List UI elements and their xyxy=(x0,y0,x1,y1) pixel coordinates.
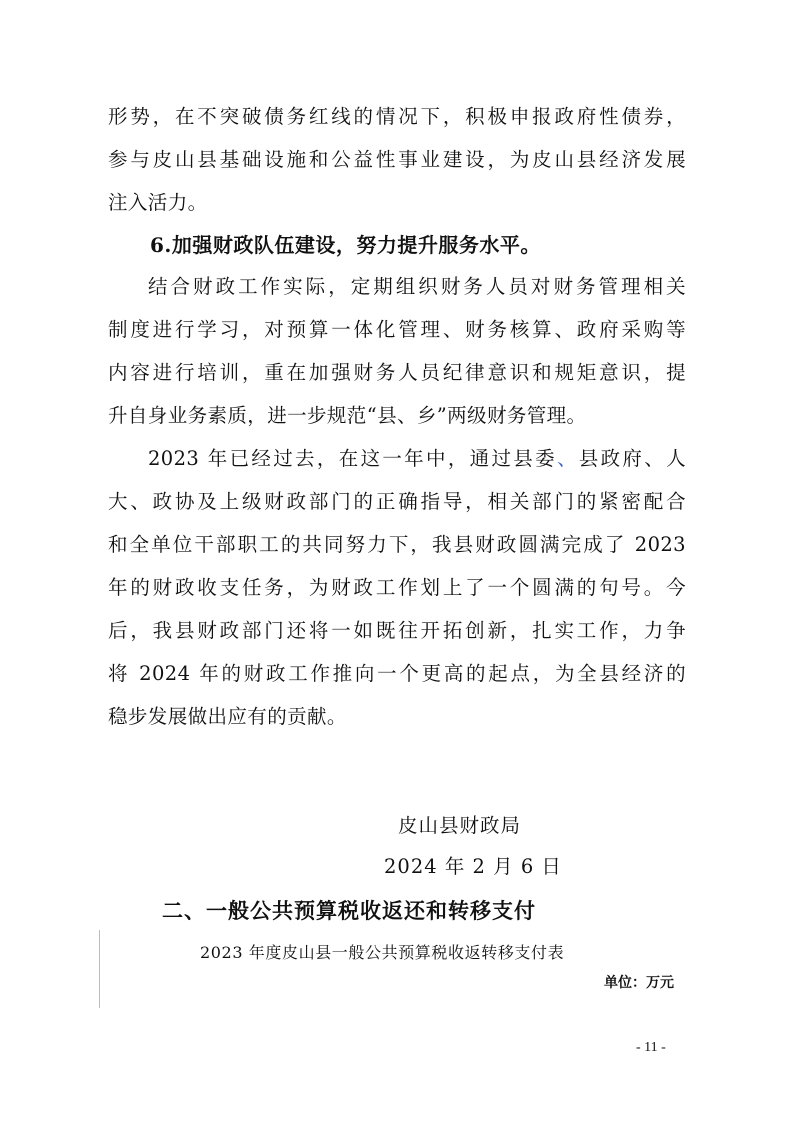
paragraph-line: 形势，在不突破债务红线的情况下，积极申报政府性债券， xyxy=(108,105,686,128)
paragraph-line: 注入活力。 xyxy=(108,191,208,214)
paragraph-line: 升自身业务素质，进一步规范“县、乡”两级财务管理。 xyxy=(108,404,587,427)
section-heading: 二、一般公共预算税收返还和转移支付 xyxy=(162,898,536,923)
text-segment: 2023 年已经过去，在这一年中，通过县委 xyxy=(148,447,557,470)
paragraph-line: 后，我县财政部门还将一如既往开拓创新，扎实工作，力争 xyxy=(108,619,686,642)
paragraph-line: 和全单位干部职工的共同努力下，我县财政圆满完成了 2023 xyxy=(108,533,686,556)
paragraph-line: 年的财政收支任务，为财政工作划上了一个圆满的句号。今 xyxy=(108,576,686,599)
paragraph-line: 稳步发展做出应有的贡献。 xyxy=(108,705,347,728)
table-unit: 单位：万元 xyxy=(604,975,674,991)
signature-date: 2024 年 2 月 6 日 xyxy=(384,855,562,878)
subheading-6: 6.加强财政队伍建设，努力提升服务水平。 xyxy=(150,233,541,257)
page-number: - 11 - xyxy=(636,1040,666,1055)
blue-punctuation-mark: 、 xyxy=(556,447,579,470)
paragraph-line: 结合财政工作实际，定期组织财务人员对财务管理相关 xyxy=(148,275,686,298)
table-title: 2023 年度皮山县一般公共预算税收返转移支付表 xyxy=(200,943,565,962)
paragraph-line: 将 2024 年的财政工作推向一个更高的起点，为全县经济的 xyxy=(108,662,686,685)
paragraph-line: 参与皮山县基础设施和公益性事业建设，为皮山县经济发展 xyxy=(108,148,686,171)
signature-organization: 皮山县财政局 xyxy=(398,814,522,837)
paragraph-line: 内容进行培训，重在加强财务人员纪律意识和规矩意识，提 xyxy=(108,361,686,384)
text-segment: 县政府、人 xyxy=(578,447,686,470)
table-left-border xyxy=(99,930,100,1008)
paragraph-line xyxy=(148,439,686,479)
paragraph-line: 大、政协及上级财政部门的正确指导，相关部门的紧密配合 xyxy=(108,490,686,513)
paragraph-line: 制度进行学习，对预算一体化管理、财务核算、政府采购等 xyxy=(108,318,686,341)
